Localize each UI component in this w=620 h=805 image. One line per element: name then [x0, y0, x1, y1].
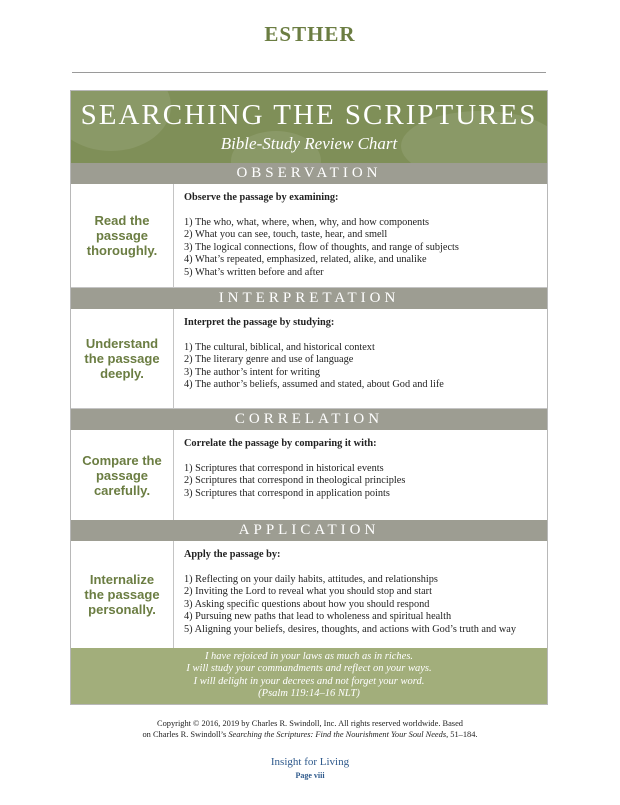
action-label: Understand the passage deeply. [71, 309, 174, 408]
section-row-interpretation [71, 309, 547, 409]
list-item: 3) The author’s intent for writing [184, 366, 321, 378]
list-item: 5) What’s written before and after [184, 266, 324, 278]
section-intro: Interpret the passage by studying: [184, 317, 335, 328]
list-item: 1) The cultural, biblical, and historical context [184, 341, 375, 353]
section-row-observation [71, 184, 547, 288]
list-item: 3) The logical connections, flow of thoughts, and range of subjects [184, 241, 459, 253]
chart-title: SEARCHING THE SCRIPTURES [80, 99, 538, 131]
section-content [184, 192, 543, 280]
section-heading-interpretation: INTERPRETATION [71, 288, 547, 309]
list-item: 1) The who, what, where, when, why, and how components [184, 216, 430, 228]
action-label: Compare the passage carefully. [71, 430, 174, 520]
list-item: 5) Aligning your beliefs, desires, thoughts, and actions with God’s truth and way [184, 623, 517, 635]
copyright-line: Copyright © 2016, 2019 by Charles R. Swindoll, Inc. All rights reserved worldwide. Based [157, 719, 463, 728]
list-item: 4) What’s repeated, emphasized, related, alike, and unalike [184, 254, 427, 266]
section-row-correlation [71, 430, 547, 521]
list-item: 1) Reflecting on your daily habits, attitudes, and relationships [184, 573, 438, 585]
copyright [0, 718, 620, 740]
copyright-line: on Charles R. Swindoll’s Searching the Scriptures: Find the Nourishment Your Soul Needs, 51–184. [142, 730, 478, 739]
list-item: 3) Asking specific questions about how you should respond [184, 598, 430, 610]
list-item: 1) Scriptures that correspond in historical events [184, 462, 384, 474]
chart-subtitle: Bible-Study Review Chart [220, 134, 398, 153]
action-label: Internalize the passage personally. [71, 541, 174, 648]
list-item: 4) The author’s beliefs, assumed and stated, about God and life [184, 379, 444, 391]
brand-name: Insight for Living [270, 756, 350, 768]
page-number: Page viii [295, 771, 325, 780]
verse-reference: (Psalm 119:14–16 NLT) [258, 688, 360, 700]
section-content [184, 317, 543, 392]
chart-header [71, 91, 547, 163]
list-item: 4) Pursuing new paths that lead to wholeness and spiritual health [184, 611, 452, 623]
section-content [184, 549, 543, 637]
review-chart [70, 90, 548, 705]
section-row-application [71, 541, 547, 648]
list-item: 2) Inviting the Lord to reveal what you should stop and start [184, 586, 432, 598]
verse-line: I will delight in your decrees and not forget your word. [193, 675, 425, 687]
section-intro: Observe the passage by examining: [184, 192, 339, 203]
list-item: 2) What you can see, touch, taste, hear, and smell [184, 229, 388, 241]
verse-line: I will study your commandments and reflect on your ways. [186, 663, 432, 675]
section-heading-application: APPLICATION [71, 520, 547, 541]
list-item: 2) The literary genre and use of language [184, 354, 354, 366]
list-item: 3) Scriptures that correspond in application points [184, 487, 390, 499]
verse-line: I have rejoiced in your laws as much as in riches. [204, 651, 414, 662]
list-item: 2) Scriptures that correspond in theological principles [184, 475, 406, 487]
book-title: ESTHER [264, 22, 356, 46]
scripture-verse [71, 648, 547, 704]
divider [72, 72, 546, 73]
section-intro: Correlate the passage by comparing it with: [184, 438, 377, 449]
section-content [184, 438, 543, 500]
section-heading-observation: OBSERVATION [71, 163, 547, 184]
section-heading-correlation: CORRELATION [71, 409, 547, 430]
action-label: Read the passage thoroughly. [71, 184, 174, 287]
section-intro: Apply the passage by: [184, 549, 281, 560]
